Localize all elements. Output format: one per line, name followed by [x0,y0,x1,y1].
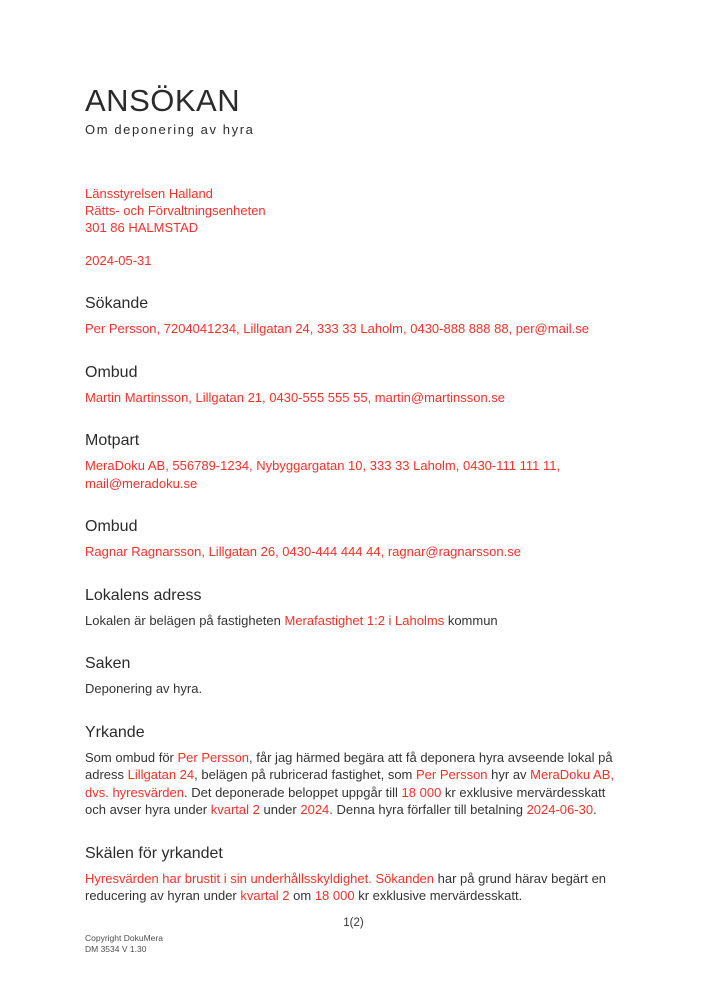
section-paragraph [85,612,622,630]
document-section [85,654,622,698]
section-heading: Ombud [85,363,138,381]
field-value-text: Ragnar Ragnarsson, Lillgatan 26, 0430-444 444 44, ragnar@ragnarsson.se [85,544,521,559]
section-heading: Yrkande [85,723,145,741]
field-value-text: Per Persson [416,767,488,782]
template-text: har på grund härav begärt en reducering av hyran under [85,870,607,903]
footer-copyright-block [85,933,163,954]
template-text: , belägen på rubricerad fastighet, som [194,767,416,782]
field-value-text: kvartal 2 [210,802,260,817]
document-date: 2024-05-31 [85,253,152,268]
field-value-text: 2024-06-30 [526,802,594,817]
page-number: 1(2) [343,917,364,929]
section-heading: Skälen för yrkandet [85,844,223,862]
section-paragraph [85,389,622,407]
document-section [85,363,622,407]
section-paragraph [85,870,622,905]
version-line: DM 3534 V 1.30 [85,943,147,954]
recipient-address-line: Rätts- och Förvaltningsenheten [85,203,266,218]
field-value-text: kvartal 2 [240,888,290,903]
template-text: kr exklusive mervärdesskatt och avser hyra under [85,784,606,817]
document-section [85,844,622,905]
field-value-text: MeraDoku AB, dvs. hyresvärden [85,767,614,800]
field-value-text: Per Persson, 7204041234, Lillgatan 24, 333 33 Laholm, 0430-888 888 88, per@mail.se [85,321,589,336]
document-section [85,723,622,819]
field-value-text: 2024 [300,802,330,817]
section-paragraph [85,749,622,819]
section-heading: Saken [85,655,131,672]
section-paragraph [85,320,622,338]
template-text: om [289,888,315,903]
template-text: under [259,802,301,817]
field-value-text: Martin Martinsson, Lillgatan 21, 0430-555 555 55, martin@martinsson.se [85,389,506,405]
document-title: ANSÖKAN [85,83,241,118]
field-value-text: Hyresvärden har brustit i sin underhållsskyldighet. Sökanden [85,870,435,886]
template-text: hyr av [487,767,531,782]
template-text: . Denna hyra förfaller till betalning [329,802,527,817]
sections-container [85,294,622,905]
template-text: kr exklusive mervärdesskatt. [354,888,523,903]
template-text: . Det deponerade beloppet uppgår till [184,784,402,800]
copyright-line: Copyright DokuMera [85,933,163,943]
field-value-text: Lillgatan 24 [127,767,195,782]
recipient-address-line: 301 86 HALMSTAD [85,220,199,235]
field-value-text: 18 000 [314,888,355,903]
template-text: kommun [444,612,498,628]
section-heading: Sökande [85,295,149,312]
template-text: Lokalen är belägen på fastigheten [85,612,285,628]
field-value-text: Merafastighet 1:2 i Laholms [284,612,445,628]
template-text: . [593,802,597,817]
document-subtitle: Om deponering av hyra [85,122,255,137]
field-value-text: MeraDoku AB, 556789-1234, Nybyggargatan 10, 333 33 Laholm, 0430-111 111 11, mail@meradoku.se [85,458,561,491]
field-value-text: Per Persson [177,749,250,765]
document-section [85,431,622,492]
recipient-address-block [85,185,622,236]
recipient-address-line: Länsstyrelsen Halland [85,186,213,201]
section-heading: Lokalens adress [85,586,202,604]
section-heading: Motpart [85,432,140,449]
section-paragraph [85,680,622,698]
template-text: , får jag härmed begära att få deponera hyra avseende lokal på adress [85,749,613,782]
document-section [85,294,622,338]
section-heading: Ombud [85,518,138,535]
template-text: Som ombud för [85,749,178,765]
document-section [85,586,622,630]
document-section [85,517,622,561]
template-text: Deponering av hyra. [85,681,203,696]
field-value-text: 18 000 [401,784,442,800]
section-paragraph [85,457,622,492]
document-content [0,84,707,905]
section-paragraph [85,543,622,561]
